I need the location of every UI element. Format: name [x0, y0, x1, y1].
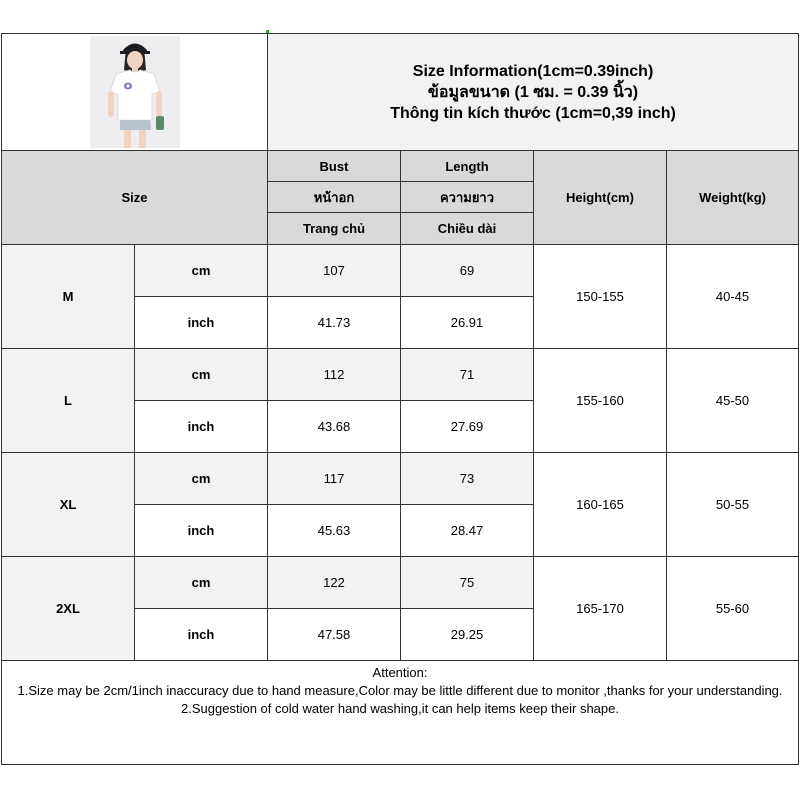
title-cell	[268, 34, 799, 151]
table-row	[2, 557, 799, 609]
title-thai: ข้อมูลขนาด (1 ซม. = 0.39 นิ้ว)	[427, 83, 639, 101]
bust-inch: 45.63	[268, 505, 401, 557]
bust-cm: 112	[268, 349, 401, 401]
length-header-vi: Chiều dài	[401, 213, 534, 245]
length-cm: 73	[401, 453, 534, 505]
bust-header-th: หน้าอก	[268, 182, 401, 213]
unit-cm-label: cm	[135, 349, 268, 401]
height-range: 160-165	[534, 453, 667, 557]
weight-range: 55-60	[667, 557, 799, 661]
bust-inch: 43.68	[268, 401, 401, 453]
table-row	[2, 349, 799, 401]
length-cm: 69	[401, 245, 534, 297]
table-row	[2, 245, 799, 297]
length-inch: 29.25	[401, 609, 534, 661]
length-inch: 27.69	[401, 401, 534, 453]
bust-inch: 41.73	[268, 297, 401, 349]
unit-inch-label: inch	[135, 609, 268, 661]
length-cm: 75	[401, 557, 534, 609]
bust-cm: 122	[268, 557, 401, 609]
height-header: Height(cm)	[534, 151, 667, 245]
unit-cm-label: cm	[135, 557, 268, 609]
unit-inch-label: inch	[135, 297, 268, 349]
size-chart-table	[1, 33, 799, 765]
height-range: 165-170	[534, 557, 667, 661]
length-header-en: Length	[401, 151, 534, 182]
attention-line-1: 1.Size may be 2cm/1inch inaccuracy due to hand measure,Color may be little different due to monitor ,thanks for your understanding.	[17, 683, 783, 698]
product-photo	[90, 36, 180, 148]
model-tshirt-image	[90, 36, 180, 148]
weight-range: 50-55	[667, 453, 799, 557]
length-header-th: ความยาว	[401, 182, 534, 213]
product-photo-cell	[2, 34, 268, 151]
length-inch: 26.91	[401, 297, 534, 349]
unit-cm-label: cm	[135, 245, 268, 297]
length-inch: 28.47	[401, 505, 534, 557]
size-column-header: Size	[2, 151, 268, 245]
table-row	[2, 453, 799, 505]
length-cm: 71	[401, 349, 534, 401]
bust-cm: 117	[268, 453, 401, 505]
weight-range: 45-50	[667, 349, 799, 453]
size-label: M	[2, 245, 135, 349]
title-english: Size Information(1cm=0.39inch)	[412, 62, 654, 80]
unit-inch-label: inch	[135, 401, 268, 453]
height-range: 150-155	[534, 245, 667, 349]
attention-note	[2, 661, 799, 765]
bust-header-vi: Trang chủ	[268, 213, 401, 245]
weight-header: Weight(kg)	[667, 151, 799, 245]
unit-inch-label: inch	[135, 505, 268, 557]
title-vietnamese: Thông tin kích thước (1cm=0,39 inch)	[390, 104, 676, 122]
bust-header-en: Bust	[268, 151, 401, 182]
size-label: XL	[2, 453, 135, 557]
height-range: 155-160	[534, 349, 667, 453]
attention-line-2: 2.Suggestion of cold water hand washing,it can help items keep their shape.	[181, 701, 619, 716]
unit-cm-label: cm	[135, 453, 268, 505]
bust-inch: 47.58	[268, 609, 401, 661]
weight-range: 40-45	[667, 245, 799, 349]
size-label: L	[2, 349, 135, 453]
size-label: 2XL	[2, 557, 135, 661]
attention-title: Attention:	[372, 665, 428, 680]
bust-cm: 107	[268, 245, 401, 297]
